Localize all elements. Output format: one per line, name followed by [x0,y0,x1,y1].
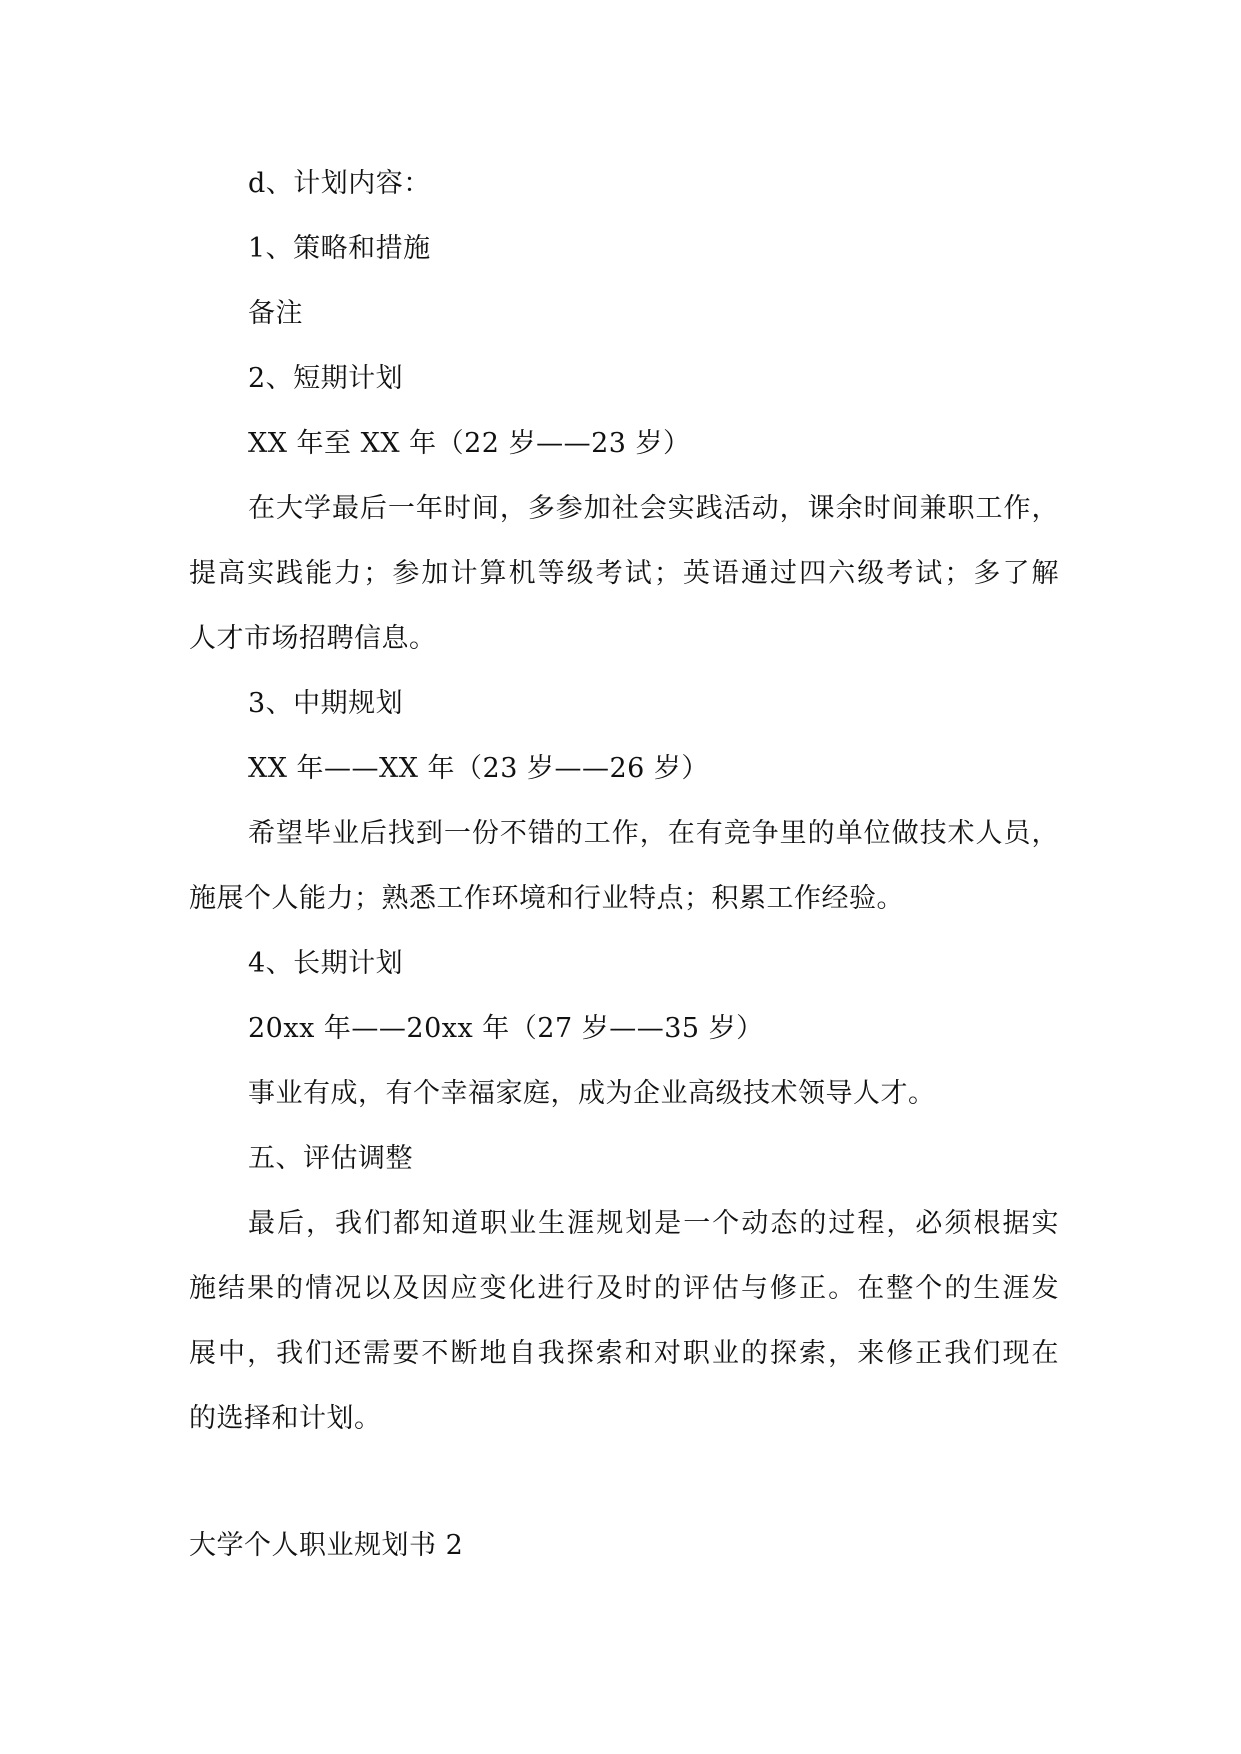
long-term-heading: 4、长期计划 [248,948,404,979]
mid-term-heading: 3、中期规划 [248,688,404,719]
strategy-heading: 1、策略和措施 [248,233,431,264]
mid-term-period: XX 年——XX 年（23 岁——26 岁） [248,753,709,784]
short-term-period: XX 年至 XX 年（22 岁——23 岁） [248,428,691,459]
long-term-period: 20xx 年——20xx 年（27 岁——35 岁） [248,1013,764,1044]
plan-content-heading: d、计划内容： [248,168,431,199]
section-title: 大学个人职业规划书 2 [189,1530,464,1561]
paragraph-line: 事业有成，有个幸福家庭，成为企业高级技术领导人才。 [248,1078,936,1109]
paragraph-line: 希望毕业后找到一份不错的工作，在有竞争里的单位做技术人员， [248,818,1059,849]
short-term-heading: 2、短期计划 [248,363,404,394]
evaluation-heading: 五、评估调整 [248,1143,413,1174]
paragraph-line: 提高实践能力；参加计算机等级考试；英语通过四六级考试；多了解 [189,558,1059,589]
paragraph-line: 展中，我们还需要不断地自我探索和对职业的探索，来修正我们现在 [189,1338,1059,1369]
paragraph-line: 人才市场招聘信息。 [189,623,437,654]
paragraph-line: 施展个人能力；熟悉工作环境和行业特点；积累工作经验。 [189,883,904,914]
paragraph-line: 的选择和计划。 [189,1403,382,1434]
paragraph-line: 最后，我们都知道职业生涯规划是一个动态的过程，必须根据实 [248,1208,1059,1239]
remark-label: 备注 [248,298,303,329]
paragraph-line: 施结果的情况以及因应变化进行及时的评估与修正。在整个的生涯发 [189,1273,1059,1304]
paragraph-line: 在大学最后一年时间，多参加社会实践活动，课余时间兼职工作， [248,493,1059,524]
